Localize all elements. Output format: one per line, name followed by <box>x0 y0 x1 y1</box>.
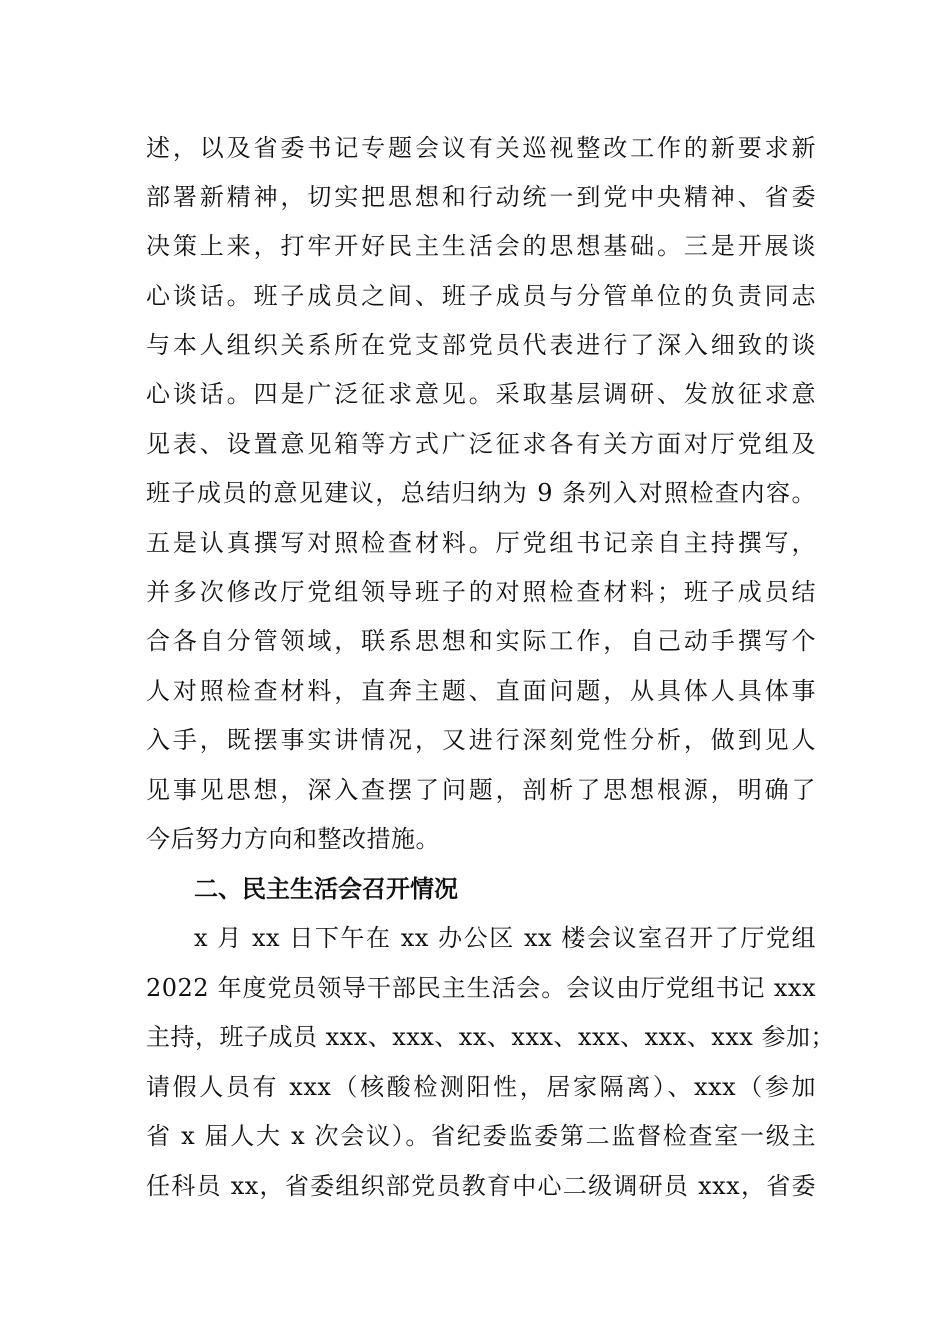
text-line: x 月 xx 日下午在 xx 办公区 xx 楼会议室召开了厅党组 <box>194 924 816 952</box>
text-line: 人对照检查材料，直奔主题、直面问题，从具体人具体事 <box>146 677 816 705</box>
text-line: 省 x 届人大 x 次会议）。省纪委监委第二监督检查室一级主 <box>146 1122 816 1150</box>
text-line: 部署新精神，切实把思想和行动统一到党中央精神、省委 <box>146 183 816 211</box>
text-line: 与本人组织关系所在党支部党员代表进行了深入细致的谈 <box>146 331 816 359</box>
text-line: 心谈话。班子成员之间、班子成员与分管单位的负责同志 <box>146 282 816 310</box>
text-line: 2022 年度党员领导干部民主生活会。会议由厅党组书记 xxx <box>146 974 816 1002</box>
text-line: 入手，既摆事实讲情况，又进行深刻党性分析，做到见人 <box>146 726 816 754</box>
text-line: 并多次修改厅党组领导班子的对照检查材料；班子成员结 <box>146 578 816 606</box>
text-line: 请假人员有 xxx（核酸检测阳性，居家隔离）、xxx（参加 <box>146 1073 816 1101</box>
text-line: 合各自分管领域，联系思想和实际工作，自己动手撰写个 <box>146 627 816 655</box>
text-line: 见表、设置意见箱等方式广泛征求各有关方面对厅党组及 <box>146 430 816 458</box>
text-line: 心谈话。四是广泛征求意见。采取基层调研、发放征求意 <box>146 380 816 408</box>
text-line: 主持，班子成员 xxx、xxx、xx、xxx、xxx、xxx、xxx 参加； <box>146 1023 835 1051</box>
text-line: 今后努力方向和整改措施。 <box>146 825 440 853</box>
text-line: 决策上来，打牢开好民主生活会的思想基础。三是开展谈 <box>146 232 816 260</box>
text-line: 见事见思想，深入查摆了问题，剖析了思想根源，明确了 <box>146 776 816 804</box>
text-line: 班子成员的意见建议，总结归纳为 9 条列入对照检查内容。 <box>146 479 816 507</box>
section-heading: 二、民主生活会召开情况 <box>194 875 458 903</box>
text-line: 任科员 xx，省委组织部党员教育中心二级调研员 xxx，省委 <box>146 1172 816 1200</box>
text-line: 五是认真撰写对照检查材料。厅党组书记亲自主持撰写， <box>146 529 816 557</box>
text-line: 述，以及省委书记专题会议有关巡视整改工作的新要求新 <box>146 134 816 162</box>
